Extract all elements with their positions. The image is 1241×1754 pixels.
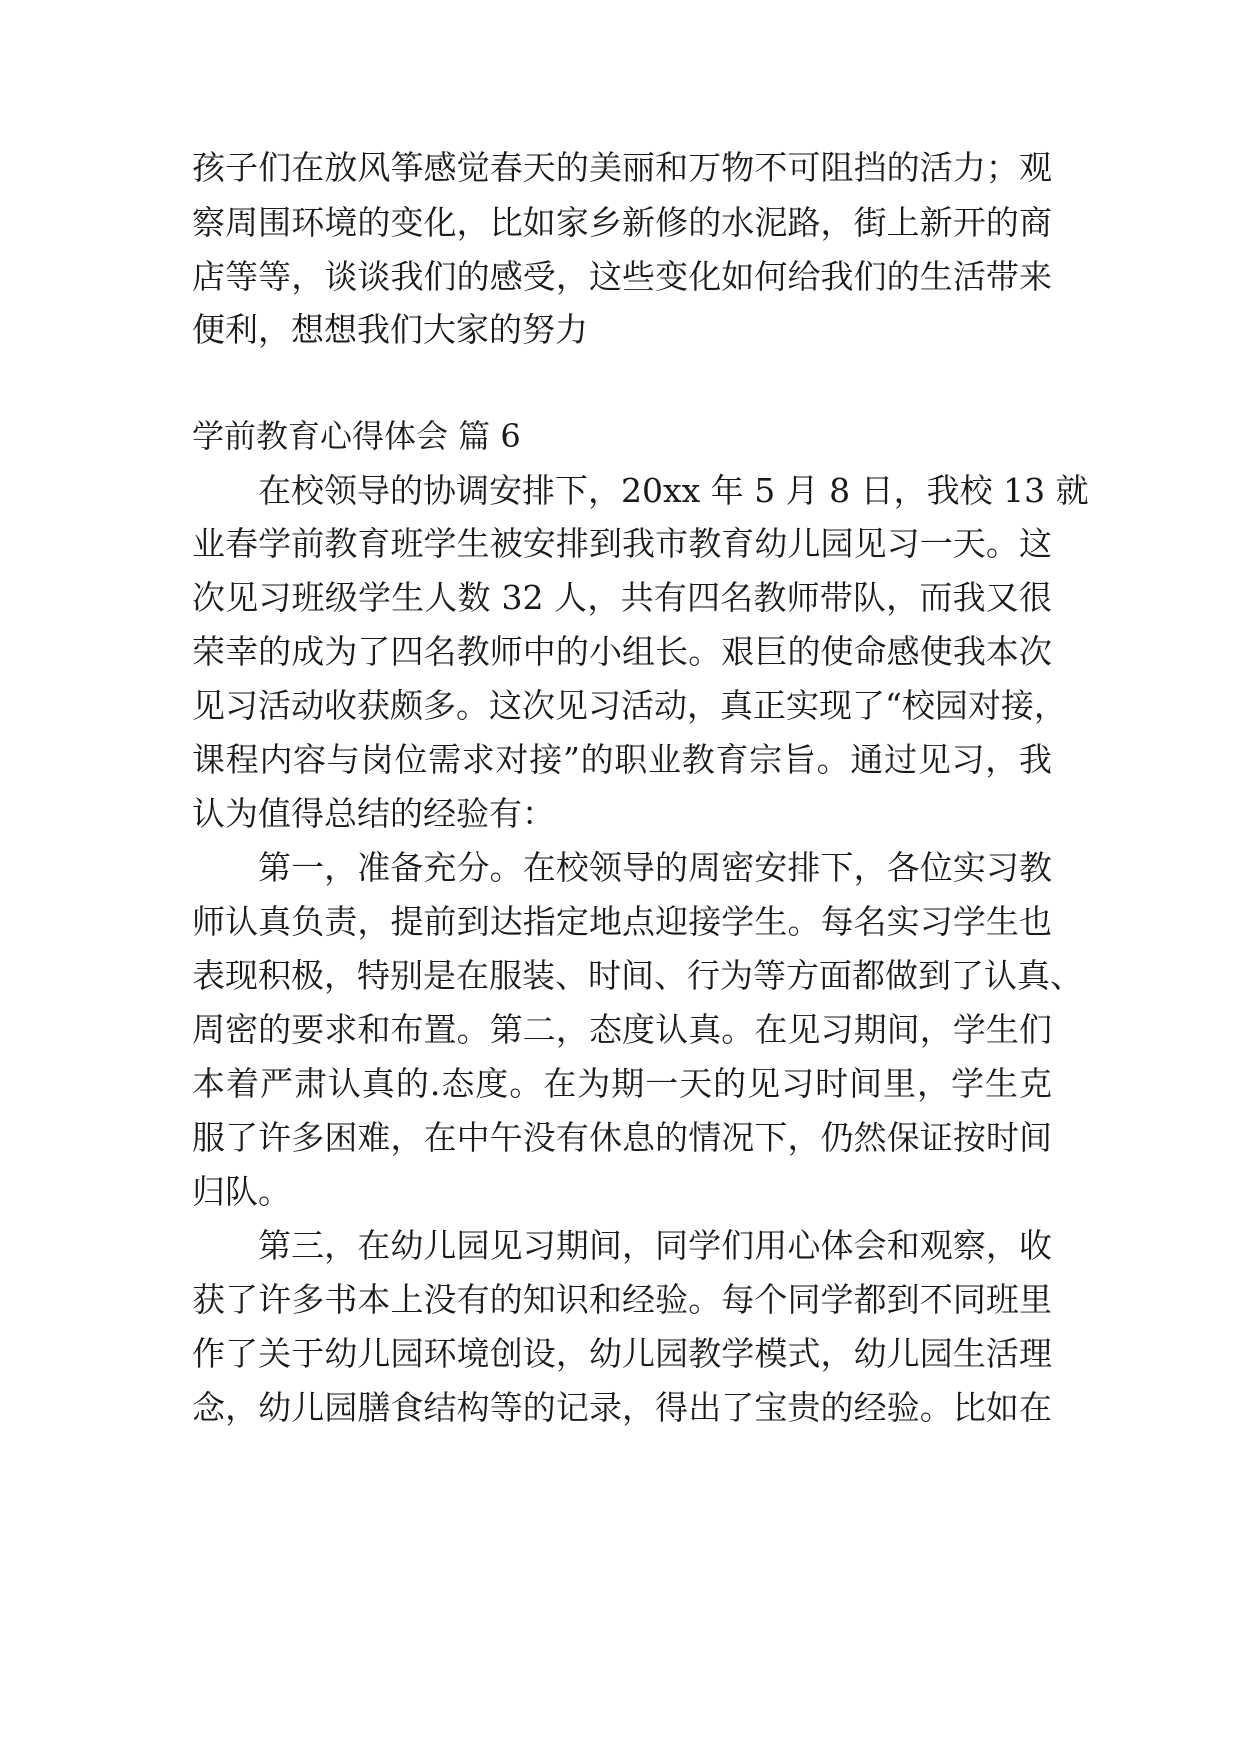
intro-line-3: 店等等，谈谈我们的感受，这些变化如何给我们的生活带来 <box>192 257 1052 296</box>
paragraph-3-line-4: 念，幼儿园膳食结构等的记录，得出了宝贵的经验。比如在 <box>192 1388 1052 1427</box>
paragraph-2-line-4: 周密的要求和布置。第二，态度认真。在见习期间，学生们 <box>192 1010 1052 1049</box>
paragraph-1-line-6: 课程内容与岗位需求对接”的职业教育宗旨。通过见习，我 <box>192 740 1052 779</box>
paragraph-1-line-5: 见习活动收获颇多。这次见习活动，真正实现了“校园对接， <box>192 686 1067 725</box>
paragraph-2-line-6: 服了许多困难，在中午没有休息的情况下，仍然保证按时间 <box>192 1118 1052 1157</box>
paragraph-1-line-1: 在校领导的协调安排下，20xx 年 5 月 8 日，我校 13 就 <box>258 471 1089 510</box>
intro-line-2: 察周围环境的变化，比如家乡新修的水泥路，街上新开的商 <box>192 203 1052 242</box>
paragraph-2-line-2: 师认真负责，提前到达指定地点迎接学生。每名实习学生也 <box>192 902 1052 941</box>
paragraph-2-line-7: 归队。 <box>192 1172 291 1211</box>
paragraph-3-line-3: 作了关于幼儿园环境创设，幼儿园教学模式，幼儿园生活理 <box>192 1334 1052 1373</box>
section-heading: 学前教育心得体会 篇 6 <box>192 417 521 455</box>
paragraph-3-line-2: 获了许多书本上没有的知识和经验。每个同学都到不同班里 <box>192 1280 1052 1319</box>
paragraph-2-line-5: 本着严肃认真的.态度。在为期一天的见习时间里，学生克 <box>192 1064 1052 1103</box>
intro-line-4: 便利，想想我们大家的努力 <box>192 310 588 349</box>
document-page <box>192 0 1089 1754</box>
paragraph-3-line-1: 第三，在幼儿园见习期间，同学们用心体会和观察，收 <box>258 1226 1052 1265</box>
paragraph-2-line-1: 第一，准备充分。在校领导的周密安排下，各位实习教 <box>258 848 1052 887</box>
paragraph-1-line-2: 业春学前教育班学生被安排到我市教育幼儿园见习一天。这 <box>192 524 1052 563</box>
paragraph-1-line-3: 次见习班级学生人数 32 人，共有四名教师带队，而我又很 <box>192 578 1052 617</box>
paragraph-1-line-7: 认为值得总结的经验有： <box>192 794 555 833</box>
paragraph-1-line-4: 荣幸的成为了四名教师中的小组长。艰巨的使命感使我本次 <box>192 632 1052 671</box>
intro-line-1: 孩子们在放风筝感觉春天的美丽和万物不可阻挡的活力；观 <box>192 148 1052 187</box>
paragraph-2-line-3: 表现积极，特别是在服装、时间、行为等方面都做到了认真、 <box>192 956 1083 995</box>
